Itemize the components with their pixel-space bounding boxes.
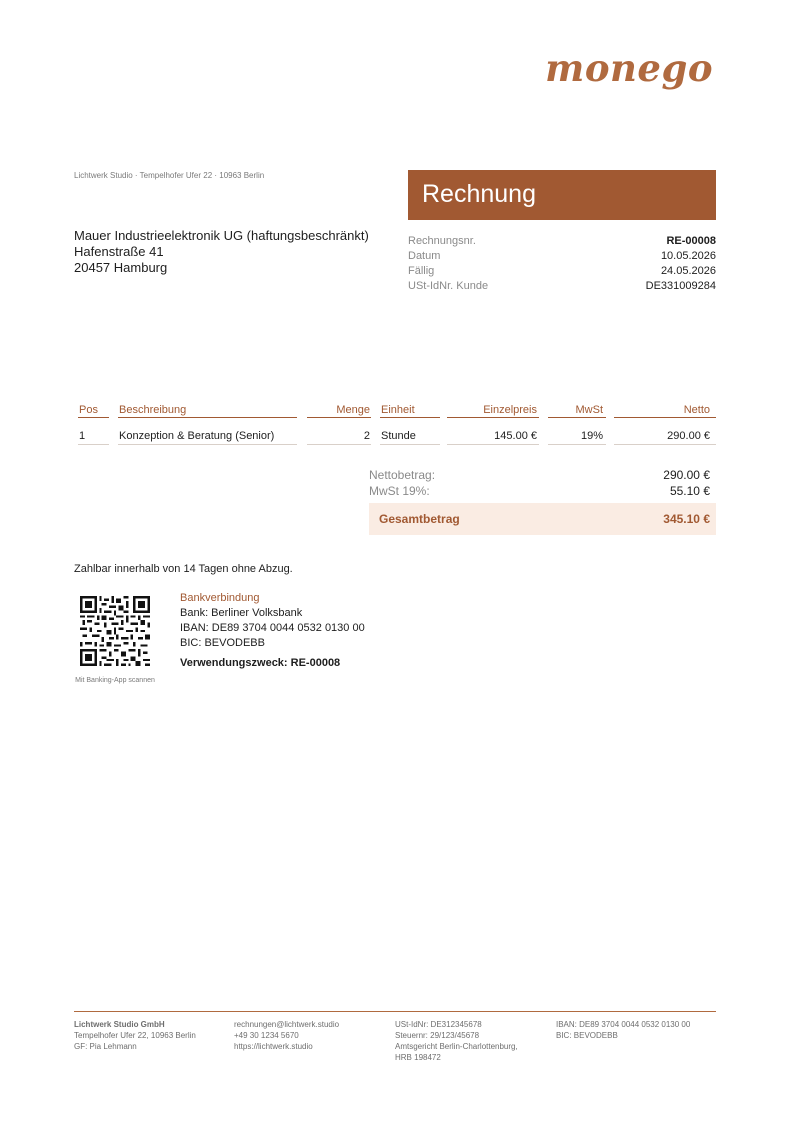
bank-heading: Bankverbindung (180, 592, 260, 604)
payment-reference: Verwendungszweck: RE-00008 (180, 657, 341, 669)
meta-label: Fällig (408, 265, 435, 277)
grand-total-value: 345.10 € (663, 512, 710, 526)
cell-quantity: 2 (363, 430, 370, 442)
meta-row-invoice-number (408, 234, 716, 249)
bank-details (180, 591, 365, 671)
footer-court: Amtsgericht Berlin-Charlottenburg, (395, 1042, 518, 1051)
footer-legal (395, 1019, 518, 1063)
grand-total-row (369, 503, 716, 535)
meta-value: DE331009284 (645, 280, 716, 292)
recipient-street: Hafenstraße 41 (74, 244, 164, 259)
meta-label: USt-IdNr. Kunde (408, 280, 489, 292)
footer-contact (234, 1019, 339, 1052)
footer-company-name: Lichtwerk Studio GmbH (74, 1020, 165, 1029)
footer-company (74, 1019, 196, 1052)
cell-unit: Stunde (381, 430, 416, 442)
cell-net: 290.00 € (667, 430, 710, 442)
table-row (74, 420, 716, 446)
col-header-vat: MwSt (575, 404, 603, 416)
bank-bic: BIC: BEVODEBB (180, 637, 265, 649)
cell-pos: 1 (79, 430, 86, 442)
table-header (74, 402, 716, 420)
net-total-label: Nettobetrag: (369, 468, 436, 482)
payment-qr-code-icon (80, 596, 150, 666)
net-total-row (369, 467, 716, 483)
payment-terms: Zahlbar innerhalb von 14 Tagen ohne Abzug. (74, 563, 293, 575)
col-header-description: Beschreibung (119, 404, 187, 416)
bank-iban: IBAN: DE89 3704 0044 0532 0130 00 (180, 622, 365, 634)
meta-value: 10.05.2026 (660, 250, 716, 262)
line-items-table (74, 402, 716, 446)
brand-logo: monego (545, 46, 713, 90)
col-header-pos: Pos (79, 404, 98, 416)
net-total-value: 290.00 € (663, 468, 710, 482)
meta-value: RE-00008 (666, 235, 716, 247)
qr-caption: Mit Banking-App scannen (75, 677, 155, 684)
recipient-address (74, 228, 369, 276)
bank-name: Bank: Berliner Volksbank (180, 607, 303, 619)
cell-vat: 19% (580, 430, 603, 442)
footer-website: https://lichtwerk.studio (234, 1042, 313, 1051)
invoice-meta (408, 234, 716, 294)
document-title: Rechnung (422, 180, 536, 208)
footer-bank (556, 1019, 690, 1041)
totals-block (369, 467, 716, 535)
cell-unit-price: 145.00 € (494, 430, 537, 442)
footer-register: HRB 198472 (395, 1053, 441, 1062)
footer-bic: BIC: BEVODEBB (556, 1031, 618, 1040)
footer-divider (74, 1011, 716, 1012)
sender-address-line: Lichtwerk Studio · Tempelhofer Ufer 22 · 10963 Berlin (74, 171, 265, 180)
recipient-name: Mauer Industrieelektronik UG (haftungsbeschränkt) (74, 228, 369, 243)
vat-total-row (369, 483, 716, 499)
document-title-banner (408, 170, 716, 220)
footer-vat-id: USt-IdNr: DE312345678 (395, 1020, 482, 1029)
meta-row-due (408, 264, 716, 279)
recipient-city: 20457 Hamburg (74, 260, 168, 275)
meta-value: 24.05.2026 (660, 265, 716, 277)
footer-email: rechnungen@lichtwerk.studio (234, 1020, 340, 1029)
meta-row-customer-vat (408, 279, 716, 294)
cell-description: Konzeption & Beratung (Senior) (119, 430, 275, 442)
footer-tax-number: Steuernr: 29/123/45678 (395, 1031, 480, 1040)
footer-iban: IBAN: DE89 3704 0044 0532 0130 00 (556, 1020, 691, 1029)
col-header-unit-price: Einzelpreis (483, 404, 537, 416)
vat-total-label: MwSt 19%: (369, 484, 430, 498)
meta-label: Datum (408, 250, 441, 262)
col-header-quantity: Menge (336, 404, 370, 416)
col-header-net: Netto (683, 404, 710, 416)
footer-company-ceo: GF: Pia Lehmann (74, 1042, 137, 1051)
grand-total-label: Gesamtbetrag (379, 512, 460, 526)
footer-company-address: Tempelhofer Ufer 22, 10963 Berlin (74, 1031, 196, 1040)
meta-row-date (408, 249, 716, 264)
footer-phone: +49 30 1234 5670 (234, 1031, 299, 1040)
meta-label: Rechnungsnr. (408, 235, 476, 247)
col-header-unit: Einheit (381, 404, 415, 416)
vat-total-value: 55.10 € (669, 484, 710, 498)
